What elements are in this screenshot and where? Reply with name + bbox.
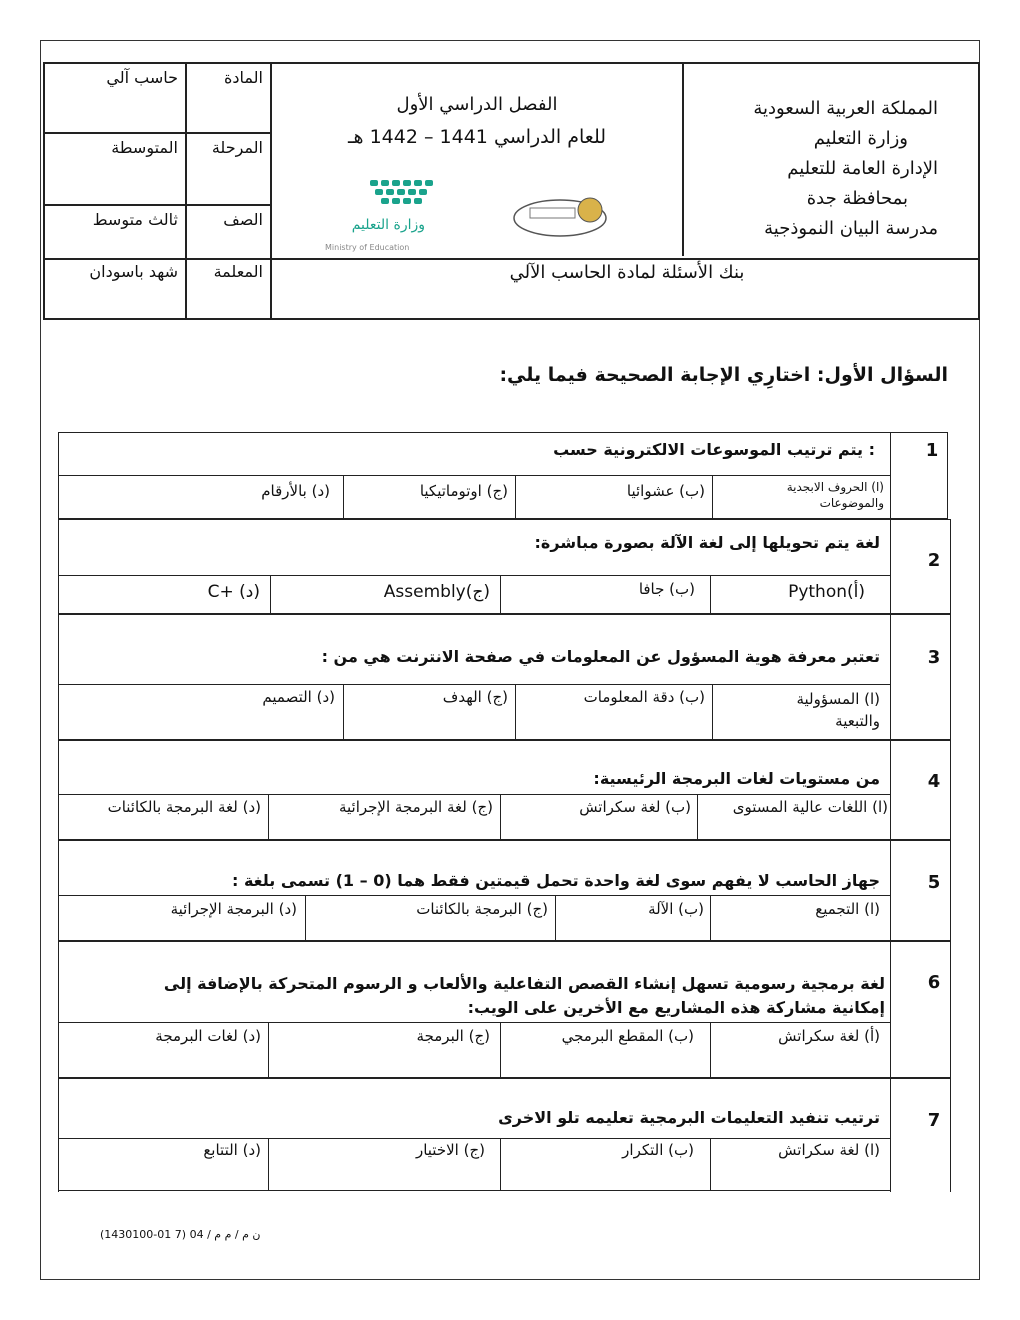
question-text: تعتبر معرفة هوية المسؤول عن المعلومات في صفحة الانترنت هي من : bbox=[321, 647, 880, 666]
year-title: للعام الدراسي 1441 – 1442 هـ bbox=[347, 126, 607, 148]
divider bbox=[890, 432, 891, 519]
grade-label: الصف bbox=[223, 210, 263, 229]
question-block bbox=[58, 1078, 951, 1192]
option-a[interactable]: Python(أ) bbox=[788, 582, 865, 602]
question-text: : يتم ترتيب الموسوعات الالكترونية حسب bbox=[553, 440, 875, 459]
question-number: 1 bbox=[925, 440, 939, 461]
divider bbox=[343, 684, 344, 740]
question-text: من مستويات لغات البرمجة الرئيسية: bbox=[593, 769, 880, 788]
divider bbox=[890, 740, 891, 840]
divider bbox=[555, 895, 556, 941]
question-block bbox=[58, 740, 951, 840]
question-number: 7 bbox=[927, 1110, 941, 1131]
divider bbox=[890, 941, 891, 1078]
section-title: السؤال الأول: اختارِي الإجابة الصحيحة فيما يلي: bbox=[499, 364, 948, 386]
option-a[interactable]: (ا) اللغات عالية المستوى bbox=[732, 798, 888, 816]
option-c[interactable]: (ج) اوتوماتيكيا bbox=[419, 482, 508, 500]
school-logo bbox=[510, 190, 610, 240]
divider bbox=[697, 794, 698, 840]
divider bbox=[890, 840, 891, 941]
question-number: 2 bbox=[927, 550, 941, 571]
option-c[interactable]: (ج) البرمجة bbox=[416, 1027, 490, 1045]
option-a[interactable]: (أ) لغة سكراتش bbox=[778, 1027, 880, 1045]
option-d[interactable]: (د) لغة البرمجة بالكائنات bbox=[107, 798, 261, 816]
divider bbox=[270, 64, 272, 318]
divider bbox=[58, 1138, 890, 1139]
option-c[interactable]: Assembly(ج) bbox=[383, 582, 490, 602]
divider bbox=[515, 684, 516, 740]
option-d[interactable]: (د) لغات البرمجة bbox=[155, 1027, 261, 1045]
divider bbox=[185, 64, 187, 318]
option-d[interactable]: (د) البرمجة الإجرائية bbox=[170, 900, 297, 918]
option-b[interactable]: (ب) المقطع البرمجي bbox=[561, 1027, 694, 1045]
option-d[interactable]: (د) التتابع bbox=[203, 1141, 261, 1159]
option-d[interactable]: (د) بالأرقام bbox=[261, 482, 330, 500]
divider bbox=[710, 895, 711, 941]
divider bbox=[500, 794, 501, 840]
divider bbox=[950, 1078, 951, 1192]
divider bbox=[890, 614, 891, 740]
divider bbox=[710, 575, 711, 614]
question-number: 3 bbox=[927, 647, 941, 668]
org-block bbox=[678, 94, 938, 244]
option-a[interactable]: (ا) التجميع bbox=[815, 900, 880, 918]
divider bbox=[58, 575, 890, 576]
question-text: لغة برمجية رسومية تسهل إنشاء القصص التفاعلية والألعاب و الرسوم المتحركة بالإضافة إلى إمكانية مشاركة هذه المشاريع مع الأخرين على الويب: bbox=[163, 974, 885, 1017]
divider bbox=[710, 1138, 711, 1190]
stage-value: المتوسطة bbox=[111, 138, 178, 157]
subject-value: حاسب آلي bbox=[106, 68, 178, 87]
divider bbox=[45, 132, 270, 134]
option-c[interactable]: (ج) الهدف bbox=[442, 688, 508, 706]
divider bbox=[710, 1022, 711, 1078]
divider bbox=[500, 1138, 501, 1190]
divider bbox=[500, 1022, 501, 1078]
divider bbox=[58, 794, 890, 795]
grade-value: ثالث متوسط bbox=[92, 210, 178, 229]
divider bbox=[712, 475, 713, 519]
option-d[interactable]: (د) التصميم bbox=[262, 688, 335, 706]
divider bbox=[58, 895, 890, 896]
ministry-logo bbox=[325, 175, 465, 265]
teacher-value: شهد باسودان bbox=[89, 262, 178, 281]
org-line: وزارة التعليم bbox=[813, 128, 908, 149]
divider bbox=[58, 475, 890, 476]
divider bbox=[58, 1022, 890, 1023]
option-c[interactable]: (ج) لغة البرمجة الإجرائية bbox=[338, 798, 493, 816]
subject-label: المادة bbox=[224, 68, 263, 87]
divider bbox=[268, 1022, 269, 1078]
divider bbox=[45, 258, 978, 260]
footer-code: ن م / م م / 04 (7 01-1430100) bbox=[100, 1228, 261, 1241]
divider bbox=[270, 575, 271, 614]
org-line: المملكة العربية السعودية bbox=[753, 98, 938, 119]
divider bbox=[58, 684, 890, 685]
logo-text: وزارة التعليم bbox=[351, 217, 425, 233]
teacher-label: المعلمة bbox=[213, 262, 263, 281]
option-c[interactable]: (ج) البرمجة بالكائنات bbox=[416, 900, 548, 918]
divider bbox=[890, 519, 891, 614]
option-b[interactable]: (ب) لغة سكراتش bbox=[579, 798, 691, 816]
divider bbox=[268, 794, 269, 840]
divider bbox=[58, 1190, 890, 1191]
question-number: 4 bbox=[927, 771, 941, 792]
option-a[interactable]: (ا) المسؤولية والتبعية bbox=[796, 690, 880, 730]
question-number: 5 bbox=[927, 872, 941, 893]
option-b[interactable]: (ب) الآلة bbox=[648, 900, 704, 918]
divider bbox=[268, 1138, 269, 1190]
divider bbox=[343, 475, 344, 519]
divider bbox=[515, 475, 516, 519]
org-line: بمحافظة جدة bbox=[806, 188, 908, 209]
question-text: لغة يتم تحويلها إلى لغة الآلة بصورة مباشرة: bbox=[534, 533, 880, 552]
option-b[interactable]: (ب) التكرار bbox=[622, 1141, 694, 1159]
divider bbox=[45, 204, 270, 206]
option-a[interactable]: (ا) لغة سكراتش bbox=[778, 1141, 880, 1159]
divider bbox=[305, 895, 306, 941]
org-line: مدرسة البيان النموذجية bbox=[764, 218, 938, 239]
option-d[interactable]: C+ (د) bbox=[207, 582, 260, 602]
question-block bbox=[58, 840, 951, 941]
divider bbox=[712, 684, 713, 740]
divider bbox=[890, 1078, 891, 1192]
question-number: 6 bbox=[927, 972, 941, 993]
option-b[interactable]: (ب) دقة المعلومات bbox=[583, 688, 705, 706]
divider bbox=[500, 575, 501, 614]
bank-title: بنك الأسئلة لمادة الحاسب الآلي bbox=[509, 262, 745, 283]
semester-title: الفصل الدراسي الأول bbox=[396, 94, 558, 115]
stage-label: المرحلة bbox=[211, 138, 263, 157]
option-b[interactable]: (ب) جافا bbox=[638, 580, 695, 598]
logo-subtext: Ministry of Education bbox=[325, 243, 410, 252]
question-text: ترتيب تنفيد التعليمات البرمجية تعليمه تلو الاخرى bbox=[498, 1108, 880, 1127]
school-emblem-icon bbox=[510, 190, 610, 240]
option-c[interactable]: (ج) الاختيار bbox=[415, 1141, 485, 1159]
option-b[interactable]: (ب) عشوائيا bbox=[626, 482, 705, 500]
org-line: الإدارة العامة للتعليم bbox=[787, 158, 938, 179]
question-text: جهاز الحاسب لا يفهم سوى لغة واحدة تحمل قيمتين فقط هما (0 – 1) تسمى بلغة : bbox=[232, 871, 880, 890]
option-a[interactable]: (ا) الحروف الابجدية والموضوعات bbox=[786, 480, 884, 510]
